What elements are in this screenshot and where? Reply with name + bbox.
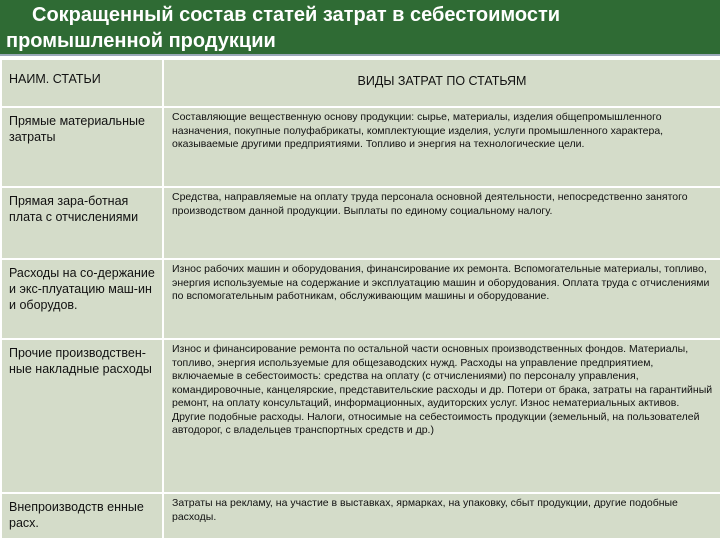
slide-title-bar xyxy=(0,0,720,56)
row-item-name: Внепроизводств енные расх. xyxy=(1,493,163,539)
header-item-name: НАИМ. СТАТЬИ xyxy=(1,59,163,107)
row-cost-description: Износ и финансирование ремонта по остальной части основных производственных фондов. Материалы, топливо, энергия используемые для общезаводских нужд. Расходы на управление предприятием, включаемые в себестоимость: средства на оплату (с отчислениями) по персоналу управления, командировочные, канцелярские, представительские расходы и др. Потери от брака, затраты на гарантийный ремонт, на оплату консультаций, информационных, аудиторских услуг. Износ нематериальных активов. Другие подобные расходы. Налоги, относимые на себестоимость продукции (земельный, на пользователей автодорог, с владельцев транспортных средств и др.) xyxy=(163,339,720,493)
table-row xyxy=(1,187,720,259)
table-header-row xyxy=(1,59,720,107)
cost-items-table xyxy=(0,58,720,540)
row-item-name: Прямая зара-ботная плата с отчислениями xyxy=(1,187,163,259)
table-row xyxy=(1,107,720,187)
slide-title-line-1: Сокращенный состав статей затрат в себестоимости xyxy=(32,4,561,26)
row-item-name: Прямые материальные затраты xyxy=(1,107,163,187)
row-cost-description: Средства, направляемые на оплату труда персонала основной деятельности, непосредственно занятого производством данной продукции. Выплаты по единому социальному налогу. xyxy=(163,187,720,259)
table-row xyxy=(1,493,720,539)
row-item-name: Расходы на со-держание и экс-плуатацию маш-ин и оборудов. xyxy=(1,259,163,339)
table-row xyxy=(1,259,720,339)
row-item-name: Прочие производствен-ные накладные расходы xyxy=(1,339,163,493)
table-row xyxy=(1,339,720,493)
slide-title-line-2: промышленной продукции xyxy=(6,30,276,52)
row-cost-description: Износ рабочих машин и оборудования, финансирование их ремонта. Вспомогательные материалы, топливо, энергия используемые на содержание и эксплуатацию машин и оборудования. Оплата труда с отчислениями по вспомогательным работникам, обслуживающим машины и оборудование. xyxy=(163,259,720,339)
header-cost-types: ВИДЫ ЗАТРАТ ПО СТАТЬЯМ xyxy=(163,59,720,107)
row-cost-description: Составляющие вещественную основу продукции: сырье, материалы, изделия общепромышленного назначения, покупные полуфабрикаты, комплектующие изделия, услуги промышленного характера, оказываемые другими предприятиями. Топливо и энергия на технологические цели. xyxy=(163,107,720,187)
row-cost-description: Затраты на рекламу, на участие в выставках, ярмарках, на упаковку, сбыт продукции, другие подобные расходы. xyxy=(163,493,720,539)
